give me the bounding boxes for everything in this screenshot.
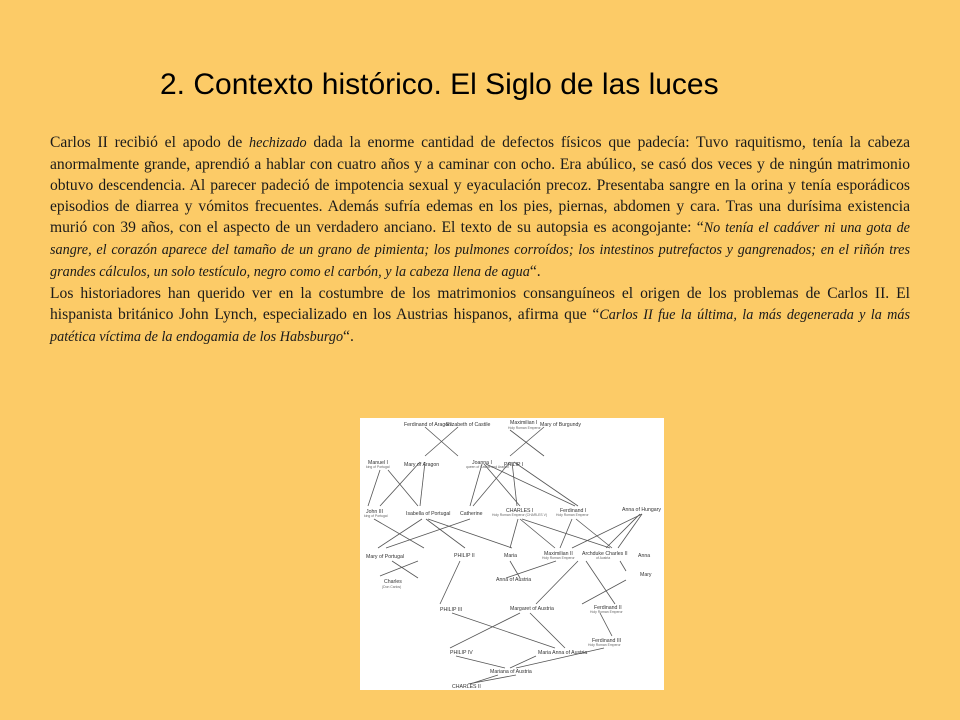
person-charles-title: (Don Carlos): [382, 585, 402, 589]
person-isabella-portugal: Isabella of Portugal: [406, 511, 451, 517]
person-anna: Anna: [638, 553, 651, 559]
person-charles-ii: CHARLES II: [452, 684, 481, 690]
person-ferdinand-iii-title: Holy Roman Emperor: [588, 643, 621, 647]
person-archduke-charles-title: of Austria: [596, 556, 611, 560]
person-manuel-i-title: king of Portugal: [366, 465, 390, 469]
family-tree-svg: [360, 418, 664, 690]
p1-lead: Carlos II recibió el apodo de: [50, 134, 250, 151]
person-ferdinand-ii: Ferdinand II: [594, 605, 622, 611]
paragraph-lynch: [50, 283, 910, 348]
person-maria-anna: Maria Anna of Austria: [538, 650, 588, 656]
person-maximilian-ii-title: Holy Roman Emperor: [542, 556, 575, 560]
person-philip-ii: PHILIP II: [454, 553, 475, 559]
person-charles-i-title: Holy Roman Emperor (CHARLES V): [492, 513, 548, 517]
person-anna-austria: Anna of Austria: [496, 577, 532, 583]
p2-body: Los historiadores han querido ver en la costumbre de los matrimonios consanguíneos el origen de los problemas de Carlos II. El hispanista británico John Lynch, especializado en los Austrias hispanos, afirma que “: [50, 285, 910, 323]
person-maria: Maria: [504, 553, 517, 559]
p2-lynch-quote: Carlos II fue la última, la más degenerada y la más patética víctima de la endogamia de los Habsburgo: [50, 307, 910, 345]
person-charles-i: CHARLES I: [506, 508, 534, 514]
person-philip-iii: PHILIP III: [440, 607, 463, 613]
person-mariana: Mariana of Austria: [490, 669, 532, 675]
page-title: 2. Contexto histórico. El Siglo de las luces: [160, 68, 719, 101]
person-archduke-charles: Archduke Charles II: [582, 551, 628, 557]
person-mary-burgundy: Mary of Burgundy: [540, 422, 581, 428]
person-mary-aragon: Mary of Aragon: [404, 462, 440, 468]
habsburg-family-tree: [360, 418, 664, 690]
person-john-iii-title: king of Portugal: [364, 514, 388, 518]
person-anna-hungary: Anna of Hungary: [622, 507, 661, 513]
person-catherine: Catherine: [460, 511, 483, 517]
person-ferdinand-i-title: Holy Roman Emperor: [556, 513, 589, 517]
body-text: [50, 132, 910, 348]
person-margaret-austria: Margaret of Austria: [510, 606, 554, 612]
p1-body: dada la enorme cantidad de defectos físicos que padecía: Tuvo raquitismo, tenía la cabeza anormalmente grande, aprendió a hablar con cuatro años y a caminar con ocho. Era abúlico, se casó dos veces y de ningún matrimonio obtuvo descendencia. Al parecer padeció de impotencia sexual y eyaculación precoz. Presentaba sangre en la orina y tenía esporádicos episodios de diarrea y vómitos frecuentes. Además sufría edemas en los pies, piernas, abdomen y cara. Tras una durísima existencia murió con 39 años, con el aspecto de un verdadero anciano. El texto de su autopsia es acongojante: “: [50, 134, 910, 236]
person-charles: Charles: [384, 579, 402, 585]
paragraph-autopsy: [50, 132, 910, 283]
person-joanna-i: Joanna I: [472, 460, 492, 466]
person-maximilian-i: Maximilian I: [510, 420, 538, 426]
person-maximilian-ii: Maximilian II: [544, 551, 573, 557]
person-ferdinand-iii: Ferdinand III: [592, 638, 622, 644]
person-ferdinand-ii-title: Holy Roman Emperor: [590, 610, 623, 614]
p1-nickname: hechizado: [249, 135, 307, 151]
person-mary: Mary: [640, 572, 652, 578]
p1-autopsy-quote: No tenía el cadáver ni una gota de sangre, el corazón aparece del tamaño de un grano de pimienta; los pulmones corroídos; los intestinos putrefactos y gangrenados; en el riñón tres grandes cálculos, un solo testículo, negro como el carbón, y la cabeza llena de agua: [50, 220, 910, 280]
person-john-iii: John III: [366, 509, 384, 515]
person-manuel-i: Manuel I: [368, 460, 388, 466]
person-mary-portugal: Mary of Portugal: [366, 554, 405, 560]
person-joanna-i-title: queen of Castile and Aragon: [466, 465, 509, 469]
person-philip-i: PHILIP I: [504, 462, 524, 468]
person-elizabeth-castile: Elizabeth of Castile: [446, 422, 491, 428]
p2-end: “.: [343, 328, 354, 345]
person-ferdinand-i: Ferdinand I: [560, 508, 587, 514]
p1-end: “.: [529, 263, 541, 280]
person-ferdinand-aragon: Ferdinand of Aragon: [404, 422, 452, 428]
person-philip-iv: PHILIP IV: [450, 650, 473, 656]
person-maximilian-i-title: Holy Roman Emperor: [508, 426, 541, 430]
